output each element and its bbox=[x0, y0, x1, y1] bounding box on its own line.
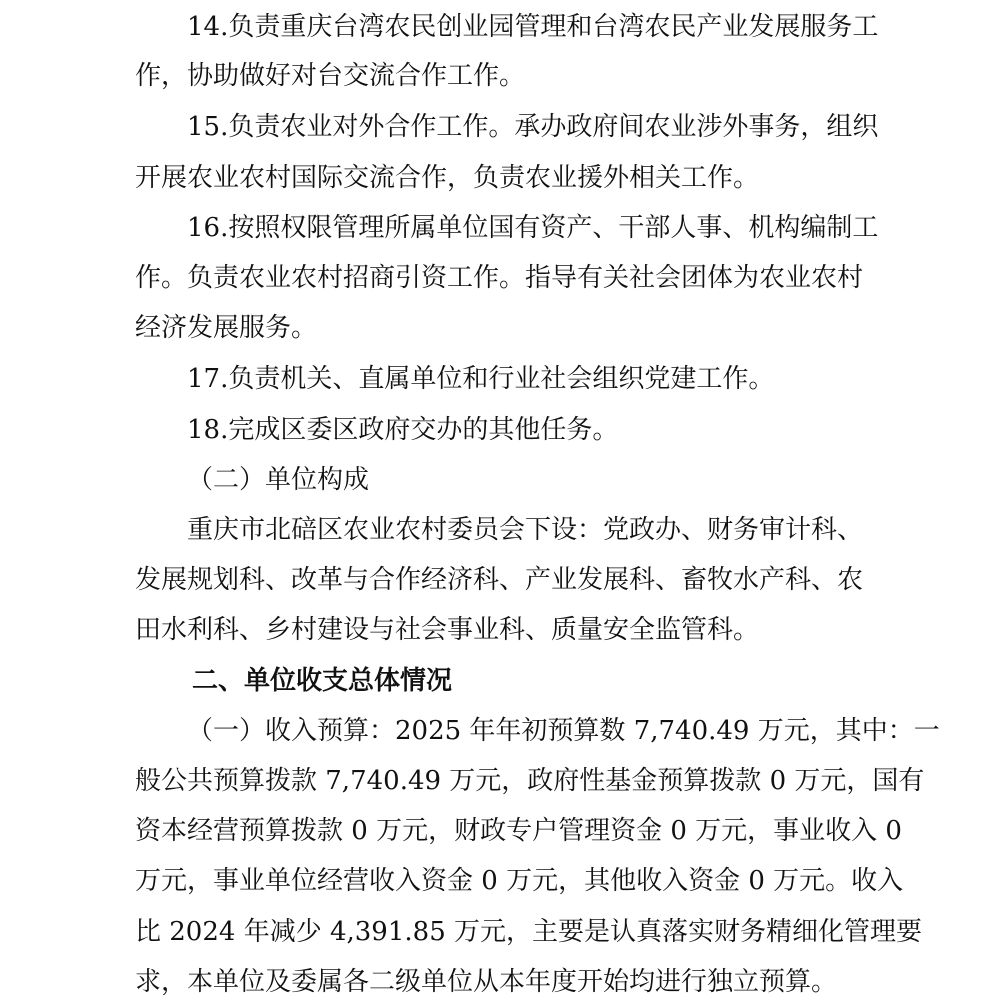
item-17-line-1: 17.负责机关、直属单位和行业社会组织党建工作。 bbox=[187, 364, 775, 394]
item-16-line-3: 经济发展服务。 bbox=[135, 313, 318, 343]
paragraph-line bbox=[0, 756, 1000, 806]
composition-line-2: 发展规划科、改革与合作经济科、产业发展科、畜牧水产科、农 bbox=[135, 565, 864, 595]
income-line-1: （一）收入预算：2025 年年初预算数 7,740.49 万元，其中：一 bbox=[187, 716, 940, 746]
income-line-4: 万元，事业单位经营收入资金 0 万元，其他收入资金 0 万元。收入 bbox=[135, 866, 904, 896]
paragraph-line bbox=[0, 253, 1000, 303]
paragraph-line bbox=[0, 455, 1000, 505]
item-14-line-2: 作，协助做好对台交流合作工作。 bbox=[135, 61, 526, 91]
paragraph-line bbox=[0, 153, 1000, 203]
item-14-line-1: 14.负责重庆台湾农民创业园管理和台湾农民产业发展服务工 bbox=[187, 12, 879, 42]
income-line-6: 求，本单位及委属各二级单位从本年度开始均进行独立预算。 bbox=[135, 967, 838, 997]
item-16-line-2: 作。负责农业农村招商引资工作。指导有关社会团体为农业农村 bbox=[135, 263, 864, 293]
income-line-3: 资本经营预算拨款 0 万元，财政专户管理资金 0 万元，事业收入 0 bbox=[135, 816, 902, 846]
section-heading: 二、单位收支总体情况 bbox=[192, 666, 453, 696]
paragraph-line bbox=[0, 605, 1000, 655]
paragraph-line bbox=[0, 2, 1000, 52]
income-line-5: 比 2024 年减少 4,391.85 万元，主要是认真落实财务精细化管理要 bbox=[135, 917, 923, 947]
paragraph-line bbox=[0, 656, 1000, 706]
paragraph-line bbox=[0, 706, 1000, 756]
paragraph-line bbox=[0, 405, 1000, 455]
item-16-line-1: 16.按照权限管理所属单位国有资产、干部人事、机构编制工 bbox=[187, 213, 879, 243]
paragraph-line bbox=[0, 51, 1000, 101]
subheading-unit-composition: （二）单位构成 bbox=[187, 465, 370, 495]
paragraph-line bbox=[0, 354, 1000, 404]
item-15-line-2: 开展农业农村国际交流合作，负责农业援外相关工作。 bbox=[135, 163, 760, 193]
paragraph-line bbox=[0, 806, 1000, 856]
composition-line-1: 重庆市北碚区农业农村委员会下设：党政办、财务审计科、 bbox=[187, 515, 864, 545]
paragraph-line bbox=[0, 102, 1000, 152]
paragraph-line bbox=[0, 505, 1000, 555]
composition-line-3: 田水利科、乡村建设与社会事业科、质量安全监管科。 bbox=[135, 615, 760, 645]
paragraph-line bbox=[0, 203, 1000, 253]
paragraph-line bbox=[0, 555, 1000, 605]
paragraph-line bbox=[0, 303, 1000, 353]
paragraph-line bbox=[0, 907, 1000, 957]
paragraph-line bbox=[0, 957, 1000, 1007]
item-15-line-1: 15.负责农业对外合作工作。承办政府间农业涉外事务，组织 bbox=[187, 112, 879, 142]
item-18-line-1: 18.完成区委区政府交办的其他任务。 bbox=[187, 415, 619, 445]
paragraph-line bbox=[0, 856, 1000, 906]
income-line-2: 般公共预算拨款 7,740.49 万元，政府性基金预算拨款 0 万元，国有 bbox=[135, 766, 925, 796]
